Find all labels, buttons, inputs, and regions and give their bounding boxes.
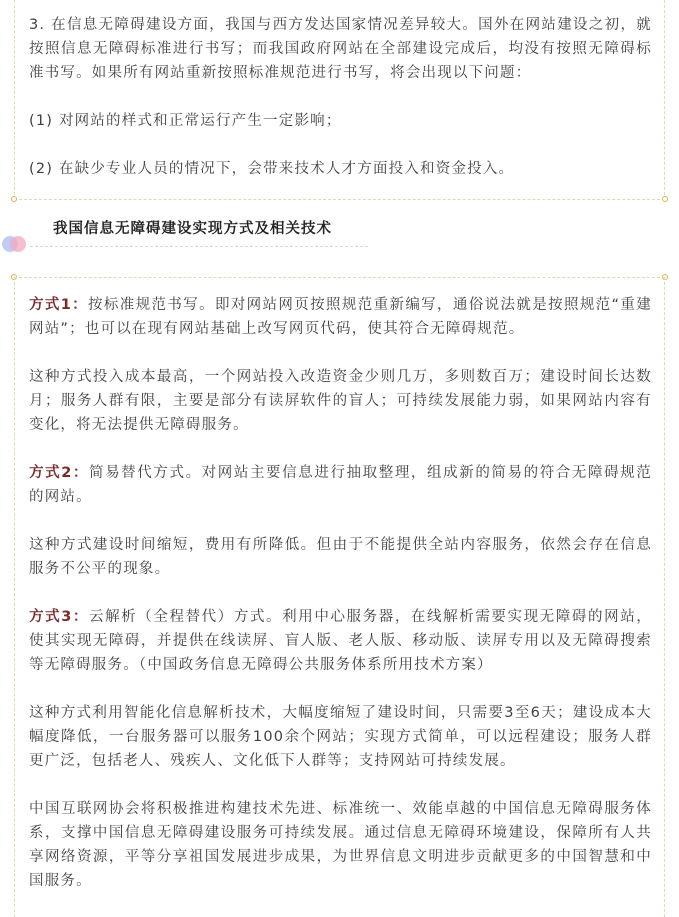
list-item-2: (2) 在缺少专业人员的情况下，会带来技术人才方面投入和资金投入。 [29, 161, 515, 177]
method-1 [29, 293, 652, 341]
methods-content [29, 293, 652, 893]
corner-dot [11, 196, 17, 202]
closing-paragraph: 中国互联网协会将积极推进构建技术先进、标准统一、效能卓越的中国信息无障碍服务体系，支撑中国信息无障碍建设服务可持续发展。通过信息无障碍环境建设，保障所有人共享网络资源，平等分享祖国发展进步成果，为世界信息文明进步贡献更多的中国智慧和中国服务。 [29, 801, 652, 889]
method-2-note: 这种方式建设时间缩短，费用有所降低。但由于不能提供全站内容服务，依然会存在信息服务不公平的现象。 [29, 537, 652, 577]
method-text: 按标准规范书写。即对网站网页按照规范重新编写，通俗说法就是按照规范“重建网站”；也可以在现有网站基础上改写网页代码，使其符合无障碍规范。 [29, 297, 652, 337]
top-section-box [14, 0, 665, 200]
title-underline [30, 246, 368, 247]
list-item-1: (1) 对网站的样式和正常运行产生一定影响； [29, 113, 342, 129]
method-text: 简易替代方式。对网站主要信息进行抽取整理，组成新的简易的符合无障碍规范的网站。 [29, 465, 652, 505]
method-label: 方式1： [29, 297, 89, 313]
pink-circle-decoration [10, 236, 26, 252]
methods-section-box [14, 277, 665, 917]
paragraph-differences: 3. 在信息无障碍建设方面，我国与西方发达国家情况差异较大。国外在网站建设之初，就按照信息无障碍标准进行书写；而我国政府网站在全部建设完成后，均没有按照无障碍标准书写。如果所有网站重新按照标准规范进行书写，将会出现以下问题： [29, 17, 652, 81]
corner-dot [662, 196, 668, 202]
method-label: 方式3： [29, 609, 89, 625]
top-section-content [29, 13, 652, 181]
method-text: 云解析（全程替代）方式。利用中心服务器，在线解析需要实现无障碍的网站，使其实现无障碍，并提供在线读屏、盲人版、老人版、移动版、读屏专用以及无障碍搜索等无障碍服务。（中国政务信息无障碍公共服务体系所用技术方案） [29, 609, 652, 673]
section-title-row [0, 218, 679, 258]
method-2 [29, 461, 652, 509]
method-3 [29, 605, 652, 677]
method-3-note: 这种方式利用智能化信息解析技术，大幅度缩短了建设时间，只需要3至6天；建设成本大幅度降低，一台服务器可以服务100余个网站；实现方式简单，可以远程建设；服务人群更广泛，包括老人、残疾人、文化低下人群等；支持网站可持续发展。 [29, 705, 652, 769]
method-label: 方式2： [29, 465, 89, 481]
method-1-note: 这种方式投入成本最高，一个网站投入改造资金少则几万，多则数百万；建设时间长达数月；服务人群有限，主要是部分有读屏软件的盲人；可持续发展能力弱，如果网站内容有变化，将无法提供无障碍服务。 [29, 369, 652, 433]
section-title: 我国信息无障碍建设实现方式及相关技术 [53, 221, 332, 237]
